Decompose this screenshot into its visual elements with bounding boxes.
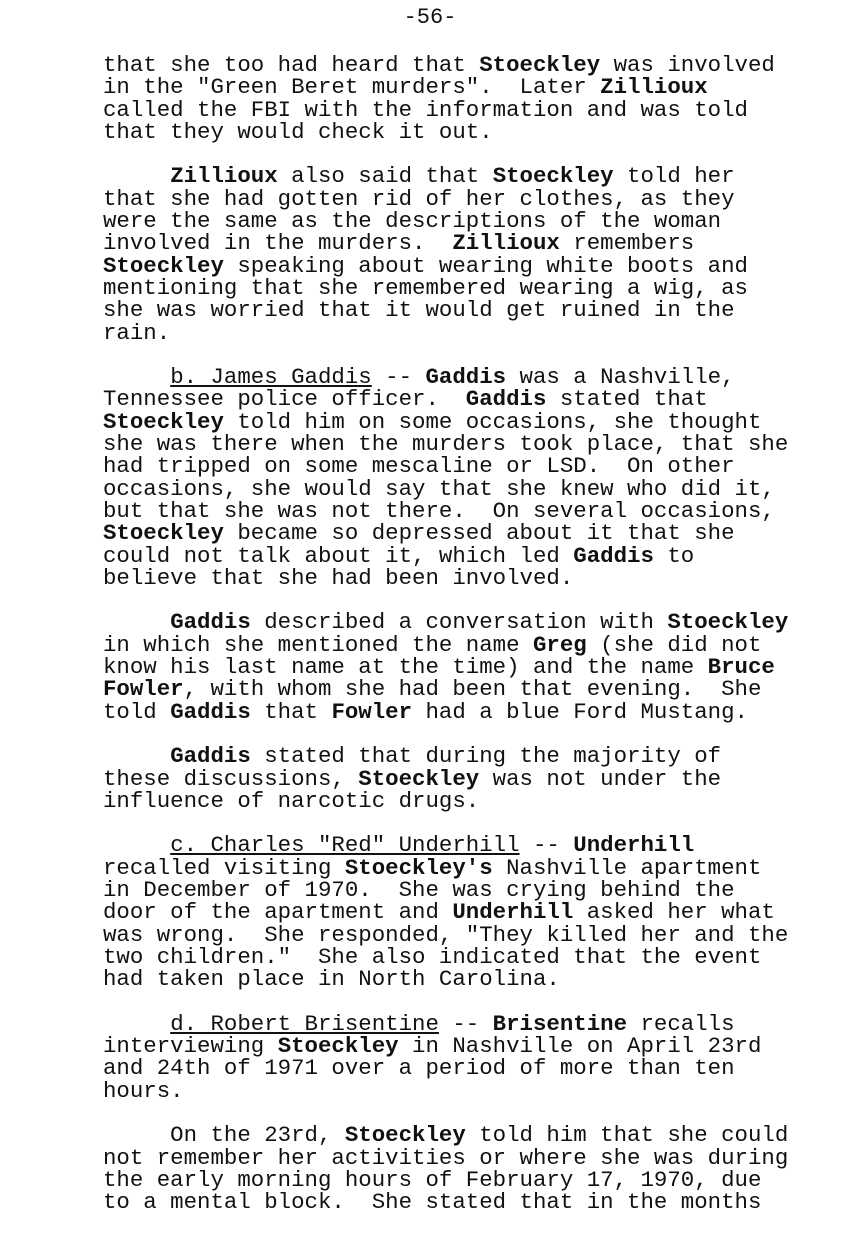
text-line — [103, 297, 803, 324]
document-body — [103, 54, 803, 1236]
text-line — [103, 96, 803, 123]
text-line — [103, 676, 803, 703]
text-line — [103, 654, 803, 681]
text-segment: know his last name at the time) and the name — [103, 654, 708, 681]
bold-name: Gaddis — [170, 698, 251, 725]
bold-name: Zillioux — [452, 230, 560, 257]
text-line — [103, 475, 803, 502]
bold-name: Underhill — [452, 899, 574, 926]
text-segment: in December of 1970. She was crying behind the — [103, 876, 735, 903]
text-segment: that — [250, 698, 332, 725]
text-segment: involved in the murders. — [103, 230, 453, 257]
text-segment: remembers — [559, 230, 695, 257]
text-segment: interviewing — [103, 1033, 278, 1060]
bold-name: Zillioux — [600, 74, 708, 101]
text-segment: rain. — [103, 319, 171, 346]
paragraph-p7 — [103, 1010, 803, 1104]
text-segment: in the "Green Beret murders". Later — [103, 74, 601, 101]
bold-name: Stoeckley — [667, 609, 789, 636]
text-line — [103, 1077, 803, 1104]
paragraph-p3 — [103, 366, 803, 589]
bold-name: Stoeckley — [103, 408, 224, 435]
text-segment: became so depressed about it that she — [223, 520, 735, 547]
text-segment: was not under the — [479, 765, 722, 792]
text-segment: told him on some occasions, she thought — [223, 408, 762, 435]
text-segment: she was worried that it would get ruined in the — [103, 297, 735, 324]
text-segment: that she too had heard that — [103, 52, 480, 78]
section-heading: c. Charles "Red" Underhill — [170, 832, 520, 859]
text-line — [103, 542, 803, 569]
text-segment: also said that — [277, 163, 493, 190]
text-segment: to a mental block. She stated that in the months — [103, 1189, 762, 1216]
text-line — [103, 609, 803, 636]
paragraph-p8 — [103, 1122, 803, 1216]
bold-name: Gaddis — [170, 609, 251, 636]
text-segment: was involved — [600, 52, 775, 78]
bold-name: Brisentine — [492, 1010, 628, 1037]
text-segment: On the 23rd, — [103, 1122, 345, 1149]
bold-name: Underhill — [573, 832, 695, 859]
text-segment: that they would check it out. — [103, 118, 493, 145]
text-segment: had tripped on some mescaline or LSD. On other — [103, 453, 735, 480]
text-segment: had taken place in North Carolina. — [103, 966, 560, 993]
paragraph-p6 — [103, 832, 803, 993]
bold-name: Fowler — [331, 698, 413, 725]
bold-name: Fowler — [103, 676, 184, 703]
text-line — [103, 765, 803, 792]
text-line — [103, 876, 803, 903]
text-segment: could not talk about it, which led — [103, 542, 574, 569]
bold-name: Stoeckley — [103, 520, 224, 547]
text-line — [103, 943, 803, 970]
text-line — [103, 743, 803, 770]
text-line — [103, 453, 803, 480]
text-line — [103, 520, 803, 547]
text-segment: told — [103, 698, 171, 725]
text-segment: , with whom she had been that evening. She — [183, 676, 762, 703]
text-line — [103, 631, 803, 658]
text-line — [103, 319, 803, 346]
text-segment: in Nashville on April 23rd — [398, 1033, 762, 1060]
bold-name: Gaddis — [425, 364, 507, 391]
text-segment: occasions, she would say that she knew who did it, — [103, 475, 775, 502]
text-segment: door of the apartment and — [103, 899, 453, 926]
text-segment: stated that — [546, 386, 708, 413]
paragraph-p2 — [103, 163, 803, 346]
text-line — [103, 274, 803, 301]
text-segment: were the same as the descriptions of the woman — [103, 208, 722, 235]
text-segment: these discussions, — [103, 765, 359, 792]
text-line — [103, 854, 803, 881]
section-heading: b. James Gaddis — [170, 364, 372, 391]
text-segment: the early morning hours of February 17, 1970, due — [103, 1166, 762, 1193]
text-line — [103, 230, 803, 257]
text-line — [103, 208, 803, 235]
text-line — [103, 163, 803, 190]
bold-name: Zillioux — [170, 163, 278, 190]
text-line — [103, 1055, 803, 1082]
paragraph-p4 — [103, 609, 803, 725]
text-segment: influence of narcotic drugs. — [103, 787, 480, 814]
text-segment: was wrong. She responded, "They killed her and the — [103, 921, 789, 948]
bold-name: Greg — [532, 631, 587, 658]
text-line — [103, 54, 803, 76]
text-line — [103, 899, 803, 926]
bold-name: Gaddis — [170, 743, 251, 770]
page-number: -56- — [403, 5, 457, 30]
text-line — [103, 1144, 803, 1171]
text-segment: called the FBI with the information and was told — [103, 96, 748, 123]
text-segment: told her — [613, 163, 735, 190]
bold-name: Stoeckley — [277, 1033, 399, 1060]
text-line — [103, 497, 803, 524]
text-segment: told him that she could — [465, 1122, 789, 1149]
text-line — [103, 1189, 803, 1216]
bold-name: Stoeckley — [492, 163, 614, 190]
bold-name: Gaddis — [573, 542, 654, 569]
text-segment: hours. — [103, 1077, 184, 1104]
text-segment: was a Nashville, — [506, 364, 735, 391]
text-segment: not remember her activities or where she was during — [103, 1144, 789, 1171]
text-segment: and 24th of 1971 over a period of more than ten — [103, 1055, 735, 1082]
text-segment: but that she was not there. On several occasions, — [103, 497, 775, 524]
bold-name: Stoeckley — [103, 252, 224, 279]
text-segment: Tennessee police officer. — [103, 386, 466, 413]
text-line — [103, 1122, 803, 1149]
text-line — [103, 564, 803, 591]
text-segment: stated that during the majority of — [250, 743, 722, 770]
text-line — [103, 966, 803, 993]
section-heading: d. Robert Brisentine — [170, 1010, 439, 1037]
text-line — [103, 74, 803, 101]
text-segment: mentioning that she remembered wearing a wig, as — [103, 274, 748, 301]
text-line — [103, 408, 803, 435]
text-segment: recalls — [627, 1010, 735, 1037]
text-segment: asked her what — [573, 899, 775, 926]
text-segment: two children." She also indicated that the event — [103, 943, 762, 970]
text-segment: -- — [519, 832, 574, 859]
text-line — [103, 252, 803, 279]
bold-name: Bruce — [707, 654, 775, 681]
bold-name: Stoeckley — [344, 1122, 466, 1149]
text-line — [103, 832, 803, 859]
text-line — [103, 787, 803, 814]
bold-name: Stoeckley's — [344, 854, 493, 881]
text-line — [103, 185, 803, 212]
text-line — [103, 921, 803, 948]
text-segment: to — [653, 542, 695, 569]
text-line — [103, 1166, 803, 1193]
bold-name: Stoeckley — [358, 765, 480, 792]
text-segment: recalled visiting — [103, 854, 345, 881]
text-segment: she was there when the murders took place, that she — [103, 431, 789, 458]
text-segment: had a blue Ford Mustang. — [412, 698, 748, 725]
text-line — [103, 386, 803, 413]
text-segment: Nashville apartment — [492, 854, 762, 881]
text-line — [103, 1033, 803, 1060]
text-segment: described a conversation with — [250, 609, 668, 636]
text-segment: believe that she had been involved. — [103, 564, 574, 591]
text-segment: that she had gotten rid of her clothes, as they — [103, 185, 735, 212]
text-segment: in which she mentioned the name — [103, 631, 533, 658]
text-line — [103, 118, 803, 145]
text-segment: -- — [371, 364, 426, 391]
bold-name: Gaddis — [465, 386, 547, 413]
text-segment: speaking about wearing white boots and — [223, 252, 748, 279]
text-line — [103, 364, 803, 391]
bold-name: Stoeckley — [479, 52, 601, 78]
text-segment: (she did not — [586, 631, 762, 658]
paragraph-p5 — [103, 745, 803, 812]
text-line — [103, 431, 803, 458]
text-line — [103, 1010, 803, 1037]
paragraph-p1 — [103, 54, 803, 143]
text-segment: -- — [438, 1010, 493, 1037]
text-line — [103, 698, 803, 725]
